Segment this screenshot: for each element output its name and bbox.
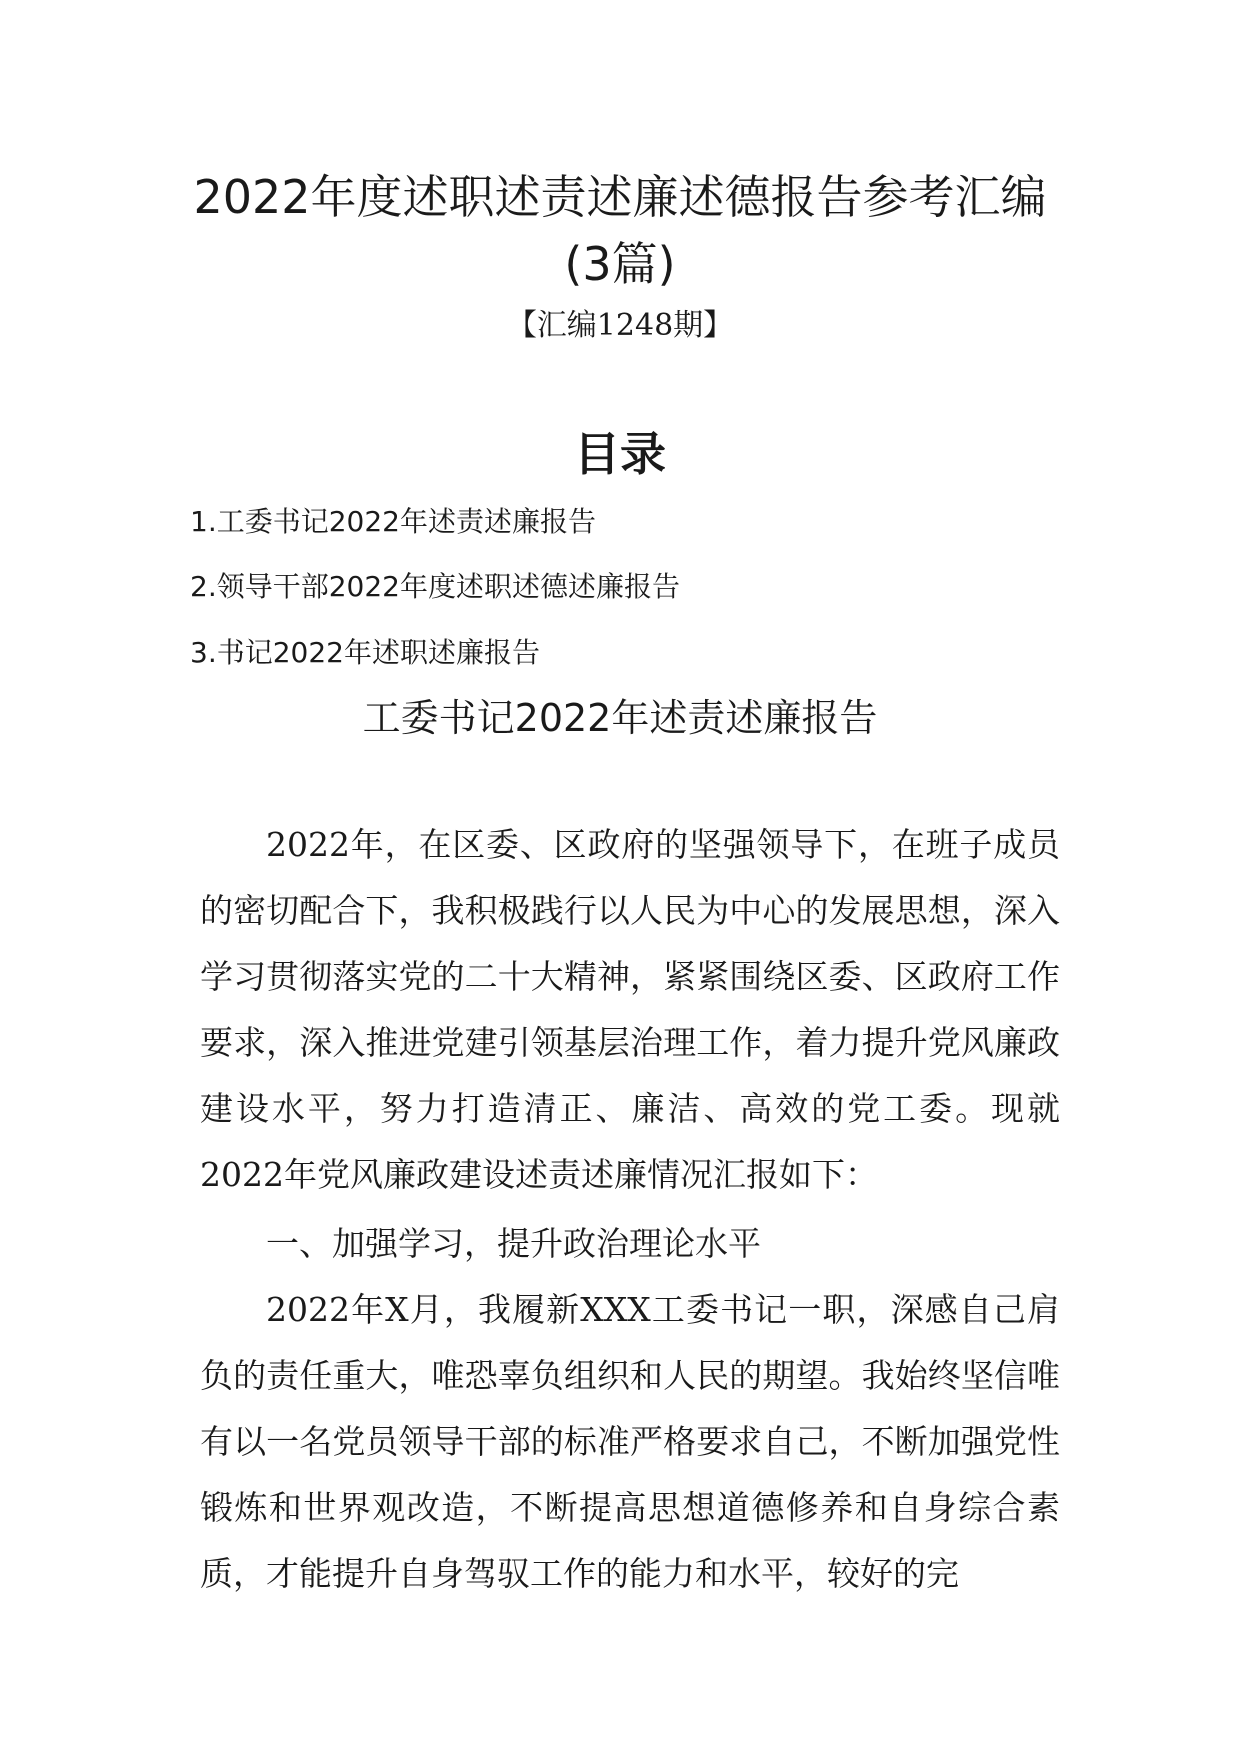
toc-item-2: 2.领导干部2022年度述职述德述廉报告 (190, 570, 680, 603)
document-title-line1: 2022年度述职述责述廉述德报告参考汇编 (193, 170, 1047, 224)
toc-item-1: 1.工委书记2022年述责述廉报告 (190, 505, 596, 538)
section-heading-1: 一、加强学习，提升政治理论水平 (266, 1224, 761, 1263)
issue-number: 【汇编1248期】 (506, 308, 734, 343)
document-title-line2: (3篇) (564, 237, 676, 291)
toc-heading: 目录 (574, 427, 666, 481)
body-paragraph-2: 2022年X月，我履新XXX工委书记一职，深感自己肩负的责任重大，唯恐辜负组织和人民的期望。我始终坚信唯有以一名党员领导干部的标准严格要求自己，不断加强党性锻炼和世界观改造，不断提高思想道德修养和自身综合素质，才能提升自身驾驭工作的能力和水平，较好的完 (200, 1290, 1060, 1593)
toc-item-3: 3.书记2022年述职述廉报告 (190, 636, 540, 669)
section-title: 工委书记2022年述责述廉报告 (362, 696, 878, 740)
body-paragraph-1: 2022年，在区委、区政府的坚强领导下，在班子成员的密切配合下，我积极践行以人民为中心的发展思想，深入学习贯彻落实党的二十大精神，紧紧围绕区委、区政府工作要求，深入推进党建引领基层治理工作，着力提升党风廉政建设水平，努力打造清正、廉洁、高效的党工委。现就2022年党风廉政建设述责述廉情况汇报如下： (200, 825, 1060, 1194)
